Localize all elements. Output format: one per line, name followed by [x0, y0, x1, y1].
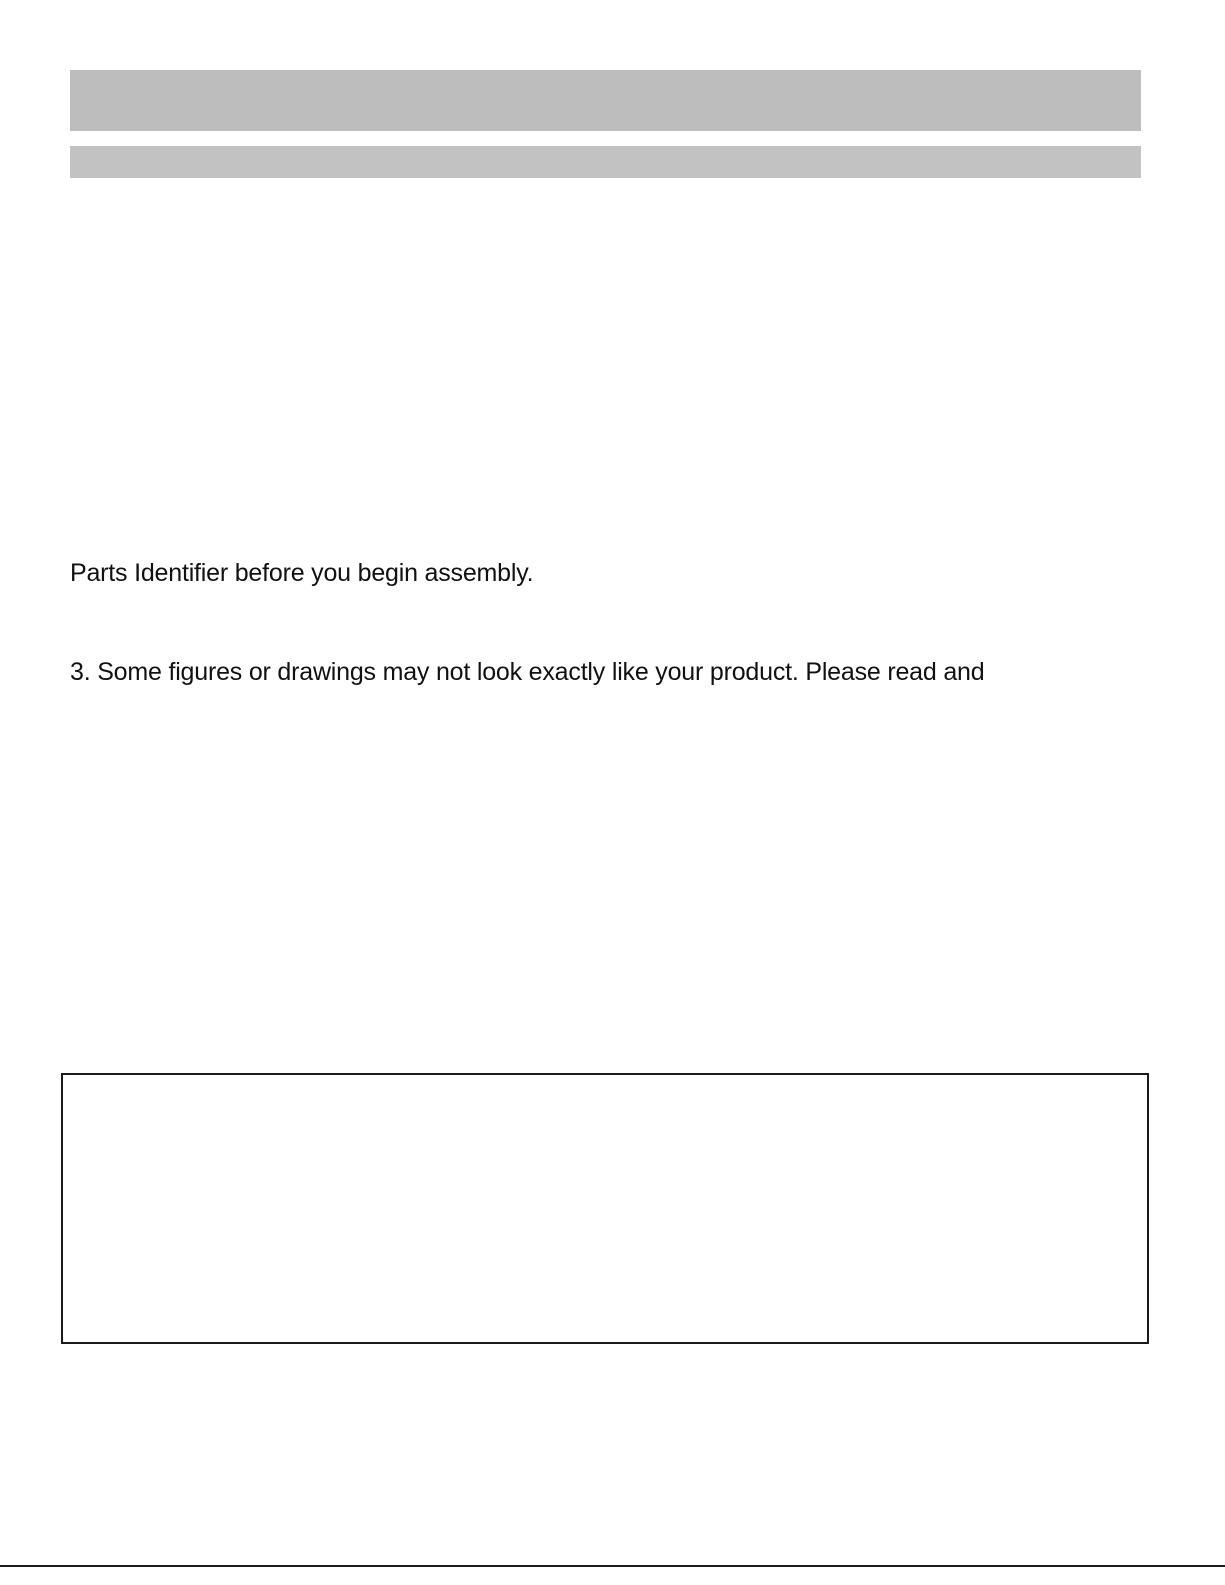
notice-box [61, 1073, 1149, 1344]
header-bar [70, 70, 1141, 131]
parts-identifier-text: Parts Identifier before you begin assembly. [70, 559, 534, 587]
figures-note-text: 3. Some figures or drawings may not look exactly like your product. Please read and [70, 658, 985, 686]
subheader-bar [70, 146, 1141, 178]
bottom-rule [0, 1565, 1225, 1567]
